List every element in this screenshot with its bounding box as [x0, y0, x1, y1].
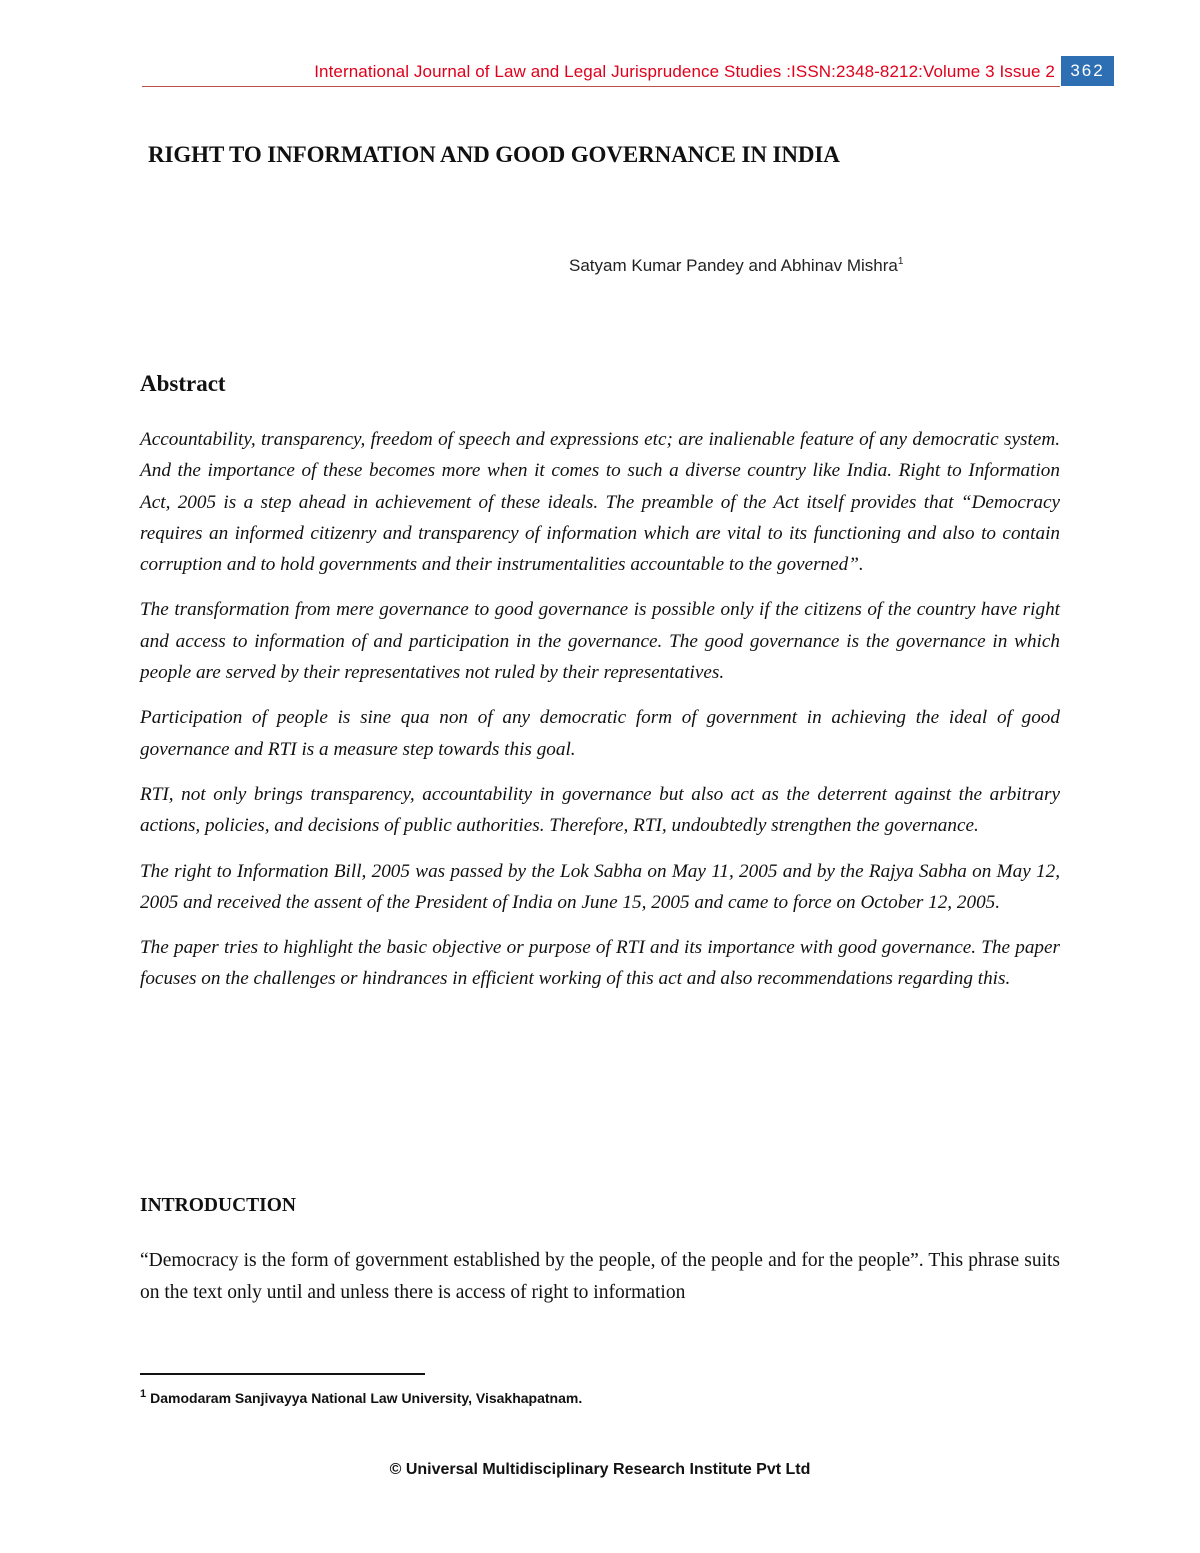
author-names: Satyam Kumar Pandey and Abhinav Mishra — [569, 256, 898, 275]
footnote-separator — [140, 1373, 425, 1375]
introduction-heading: INTRODUCTION — [140, 1195, 297, 1216]
footnote — [140, 1388, 582, 1406]
copyright-footer: © Universal Multidisciplinary Research Institute Pvt Ltd — [389, 1461, 811, 1478]
abstract-paragraph: Accountability, transparency, freedom of speech and expressions etc; are inalienable feature of any democratic system. And the importance of these becomes more when it comes to such a diverse country like India. Right to Information Act, 2005 is a step ahead in achievement of these ideals. The preamble of the Act itself provides that “Democracy requires an informed citizenry and transparency of information which are vital to its functioning and also to contain corruption and to hold governments and their instrumentalities accountable to the governed”. — [140, 429, 1060, 576]
footnote-text: Damodaram Sanjivayya National Law University, Visakhapatnam. — [150, 1390, 583, 1406]
footnote-marker: 1 — [140, 1388, 147, 1400]
abstract-paragraph: The right to Information Bill, 2005 was passed by the Lok Sabha on May 11, 2005 and by the Rajya Sabha on May 12, 2005 and received the assent of the President of India on June 15, 2005 and came to force on October 12, 2005. — [140, 860, 1060, 913]
abstract-paragraph: The paper tries to highlight the basic objective or purpose of RTI and its importance with good governance. The paper focuses on the challenges or hindrances in efficient working of this act and also recommendations regarding this. — [140, 937, 1060, 990]
author-byline — [569, 256, 903, 276]
journal-header: International Journal of Law and Legal Jurisprudence Studies :ISSN:2348-8212:Volume 3 Issue 2 — [314, 62, 1055, 81]
abstract-paragraph: The transformation from mere governance to good governance is possible only if the citizens of the country have right and access to information of and participation in the governance. The good governance is the governance in which people are served by their representatives not ruled by their representatives. — [140, 599, 1060, 684]
author-footnote-marker: 1 — [897, 256, 904, 267]
paper-title: RIGHT TO INFORMATION AND GOOD GOVERNANCE IN INDIA — [148, 142, 840, 167]
abstract-paragraph: RTI, not only brings transparency, accountability in governance but also act as the deterrent against the arbitrary actions, policies, and decisions of public authorities. Therefore, RTI, undoubtedly strengthen the governance. — [140, 783, 1060, 837]
page-number: 362 — [1061, 56, 1114, 86]
abstract-heading: Abstract — [140, 371, 226, 396]
introduction-paragraph: “Democracy is the form of government established by the people, of the people and for the people”. This phrase suits on the text only until and unless there is access of right to information — [140, 1250, 1060, 1303]
running-header — [0, 56, 1200, 90]
abstract-body — [140, 424, 1060, 1009]
abstract-paragraph: Participation of people is sine qua non of any democratic form of government in achieving the ideal of good governance and RTI is a measure step towards this goal. — [140, 707, 1060, 760]
